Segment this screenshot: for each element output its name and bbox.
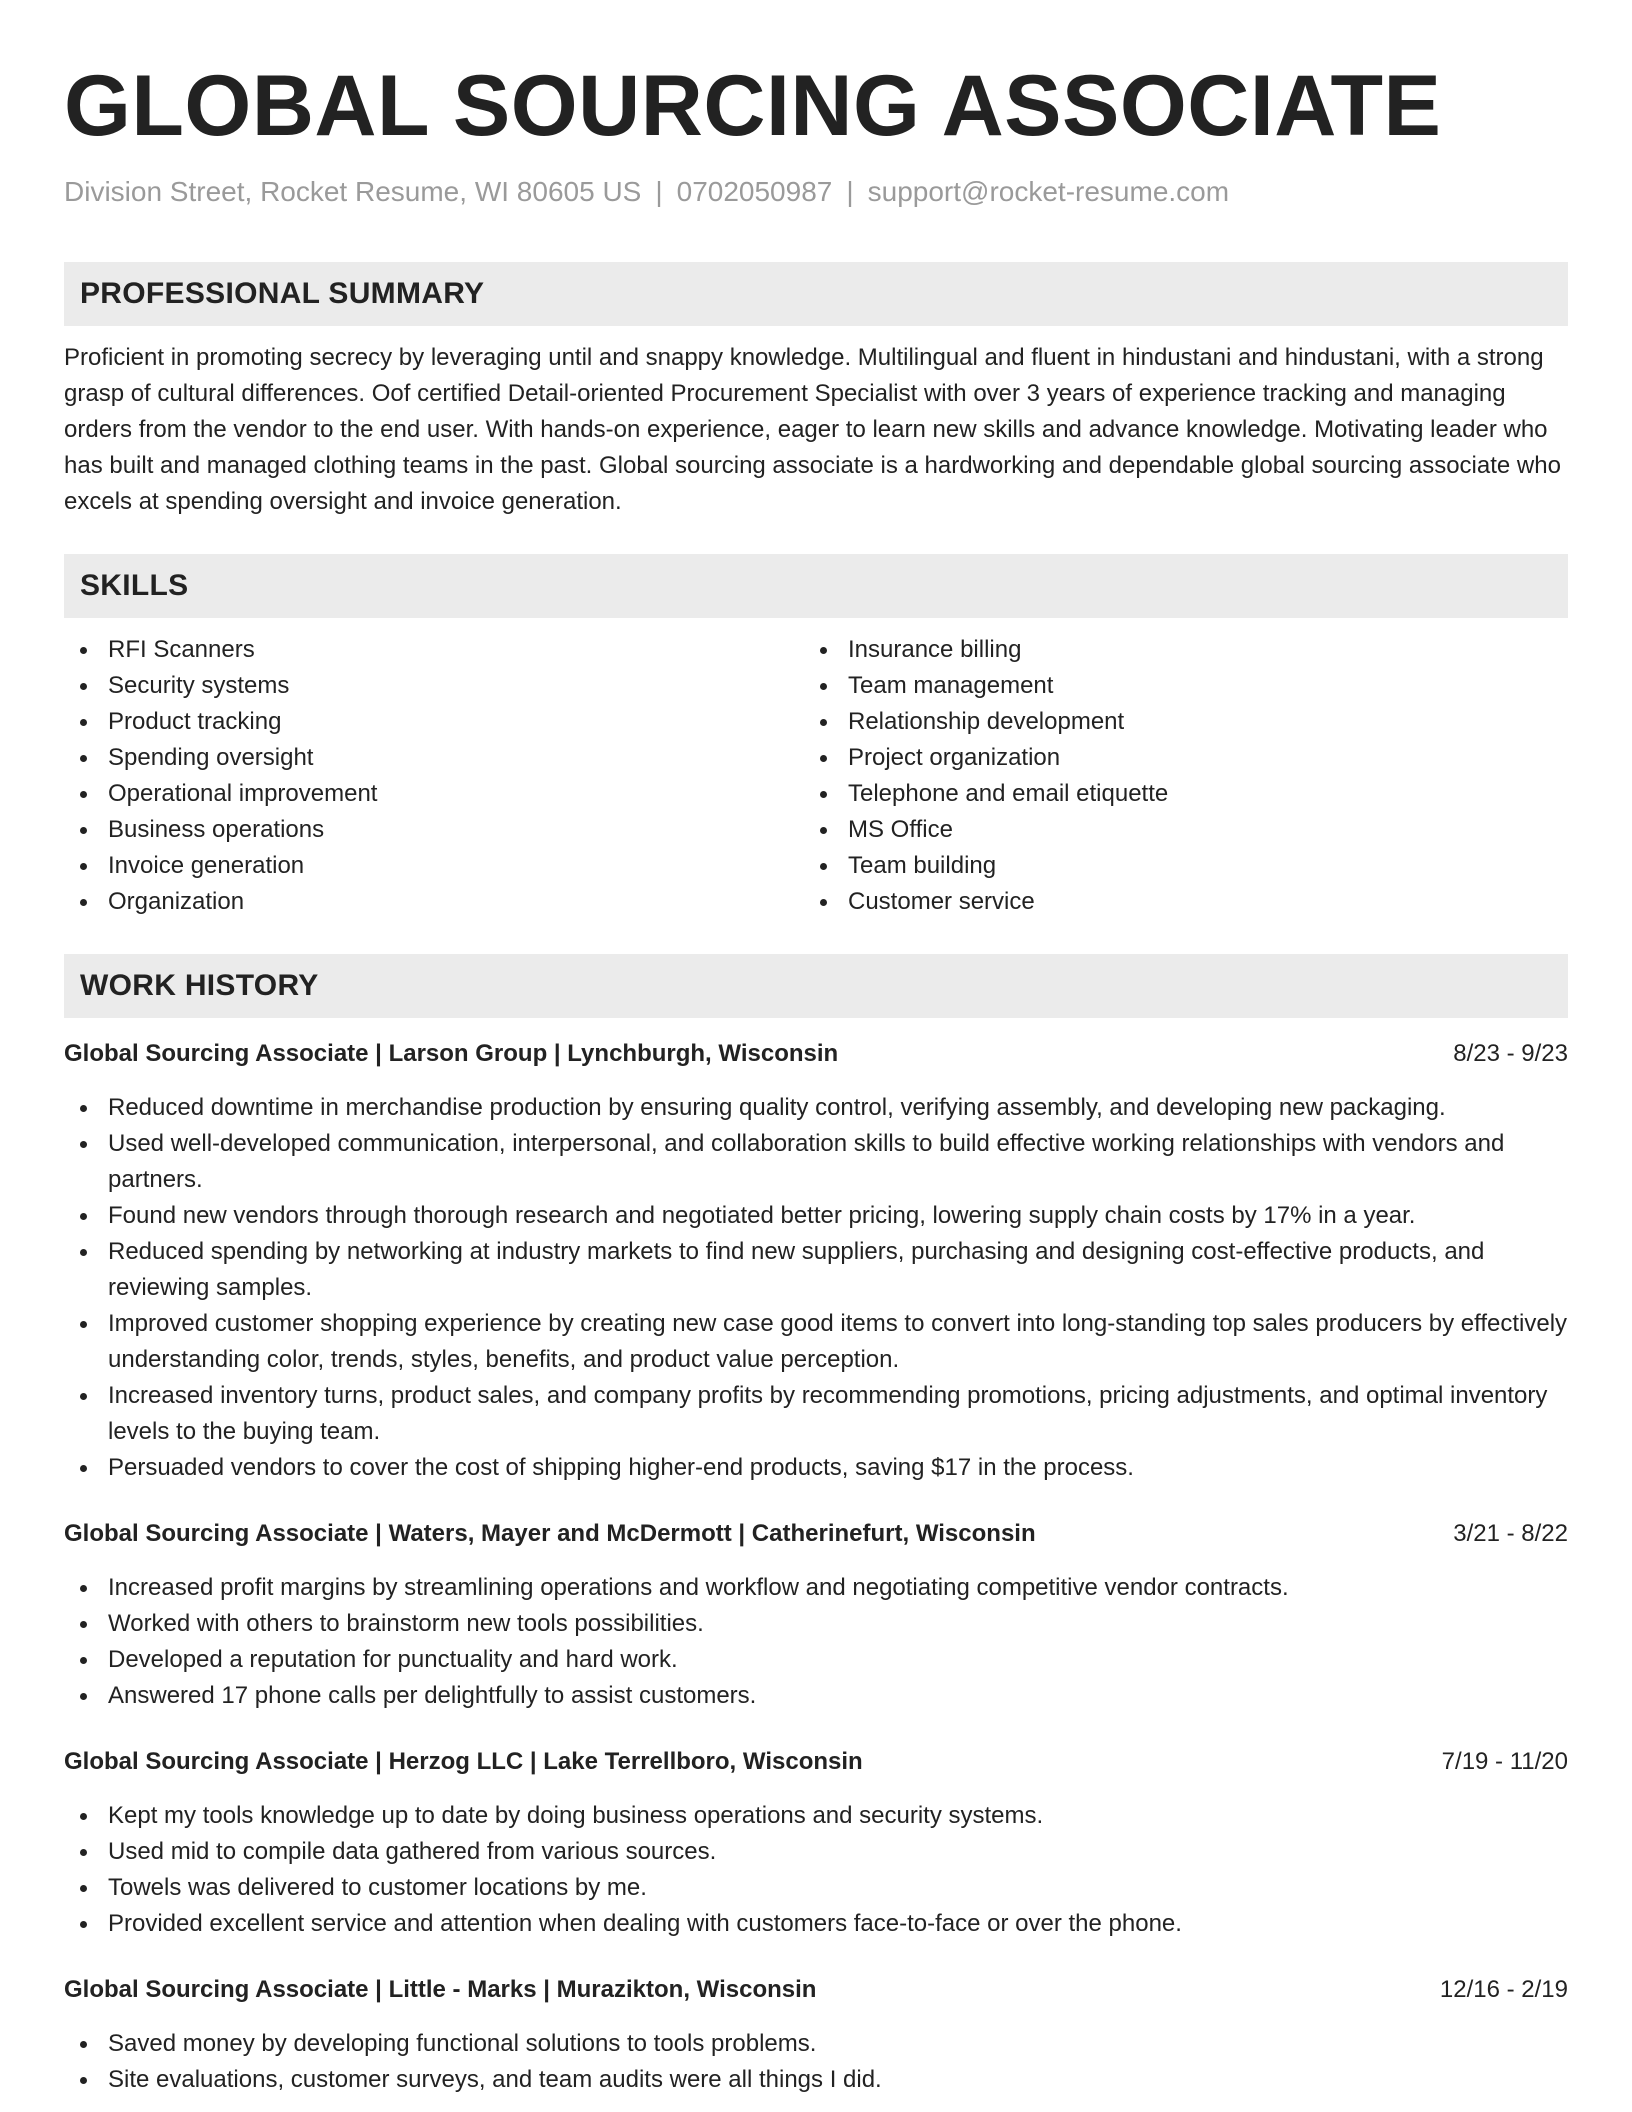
skill-item xyxy=(64,740,804,776)
job-bullets xyxy=(64,2026,1568,2098)
bullet-dot-icon xyxy=(820,827,827,834)
job-title: Global Sourcing Associate | Herzog LLC | Lake Terrellboro, Wisconsin xyxy=(64,1748,863,1775)
job-bullet-text: Increased profit margins by streamlining operations and workflow and negotiating competitive vendor contracts. xyxy=(108,1574,1289,1601)
job-bullet-text: Persuaded vendors to cover the cost of shipping higher-end products, saving $17 in the process. xyxy=(108,1454,1134,1481)
skill-item xyxy=(804,740,1544,776)
job-bullet xyxy=(64,1606,1568,1642)
skill-item xyxy=(64,884,804,920)
skill-item xyxy=(64,704,804,740)
job-entry xyxy=(64,1516,1568,1714)
bullet-dot-icon xyxy=(80,2041,87,2048)
skill-item xyxy=(804,668,1544,704)
job-heading xyxy=(64,1036,1568,1072)
contact-address: Division Street, Rocket Resume, WI 80605 US xyxy=(64,176,642,207)
job-bullet-text: Reduced downtime in merchandise production by ensuring quality control, verifying assembly, and developing new packaging. xyxy=(108,1094,1446,1121)
bullet-dot-icon xyxy=(80,1249,87,1256)
skills-left-column xyxy=(64,632,804,920)
job-bullet xyxy=(64,1642,1568,1678)
bullet-dot-icon xyxy=(820,863,827,870)
work-history-list xyxy=(64,1036,1568,2098)
job-bullet-text: Reduced spending by networking at industry markets to find new suppliers, purchasing and designing cost-effective products, and reviewing samples. xyxy=(108,1238,1485,1301)
job-heading xyxy=(64,1516,1568,1552)
bullet-dot-icon xyxy=(80,1465,87,1472)
job-bullet-text: Used mid to compile data gathered from various sources. xyxy=(108,1838,717,1865)
skill-item-text: MS Office xyxy=(848,816,953,843)
skill-item xyxy=(64,812,804,848)
bullet-dot-icon xyxy=(80,1693,87,1700)
job-title: Global Sourcing Associate | Little - Marks | Murazikton, Wisconsin xyxy=(64,1976,817,2003)
contact-separator: | xyxy=(846,176,854,207)
bullet-dot-icon xyxy=(80,647,87,654)
bullet-dot-icon xyxy=(80,1921,87,1928)
bullet-dot-icon xyxy=(80,827,87,834)
job-bullet-text: Saved money by developing functional solutions to tools problems. xyxy=(108,2030,817,2057)
skill-item xyxy=(804,812,1544,848)
job-bullets xyxy=(64,1570,1568,1714)
job-bullet-text: Used well-developed communication, interpersonal, and collaboration skills to build effective working relationships with vendors and partners. xyxy=(108,1130,1505,1193)
bullet-dot-icon xyxy=(80,1813,87,1820)
job-bullet-text: Increased inventory turns, product sales, and company profits by recommending promotions, pricing adjustments, and optimal inventory levels to the buying team. xyxy=(108,1382,1548,1445)
bullet-dot-icon xyxy=(80,719,87,726)
job-bullet xyxy=(64,1306,1568,1378)
job-bullet xyxy=(64,1198,1568,1234)
resume-page xyxy=(64,0,1568,2098)
job-bullet xyxy=(64,1834,1568,1870)
skill-item-text: Invoice generation xyxy=(108,852,305,879)
job-heading xyxy=(64,1972,1568,2008)
job-bullet xyxy=(64,1126,1568,1198)
skill-item-text: Team building xyxy=(848,852,997,879)
bullet-dot-icon xyxy=(80,863,87,870)
skill-item-text: Spending oversight xyxy=(108,744,314,771)
bullet-dot-icon xyxy=(820,755,827,762)
job-bullet-text: Found new vendors through thorough research and negotiated better pricing, lowering supply chain costs by 17% in a year. xyxy=(108,1202,1416,1229)
bullet-dot-icon xyxy=(80,1849,87,1856)
skill-item xyxy=(804,776,1544,812)
bullet-dot-icon xyxy=(820,647,827,654)
bullet-dot-icon xyxy=(80,1621,87,1628)
job-heading xyxy=(64,1744,1568,1780)
bullet-dot-icon xyxy=(80,755,87,762)
bullet-dot-icon xyxy=(80,1213,87,1220)
job-bullet xyxy=(64,1450,1568,1486)
bullet-dot-icon xyxy=(80,791,87,798)
job-entry xyxy=(64,1744,1568,1942)
job-dates: 12/16 - 2/19 xyxy=(1439,1976,1568,2003)
skill-item-text: Relationship development xyxy=(848,708,1125,735)
bullet-dot-icon xyxy=(80,1393,87,1400)
bullet-dot-icon xyxy=(80,1321,87,1328)
contact-phone: 0702050987 xyxy=(676,176,833,207)
bullet-dot-icon xyxy=(820,683,827,690)
job-bullet xyxy=(64,1234,1568,1306)
contact-line xyxy=(64,174,1568,210)
job-bullet xyxy=(64,1906,1568,1942)
job-bullet xyxy=(64,1678,1568,1714)
skill-item xyxy=(64,668,804,704)
skill-item xyxy=(804,848,1544,884)
section-header-work-history: WORK HISTORY xyxy=(64,954,1568,1018)
bullet-dot-icon xyxy=(820,791,827,798)
bullet-dot-icon xyxy=(80,1105,87,1112)
job-bullet xyxy=(64,1570,1568,1606)
skill-item xyxy=(804,884,1544,920)
job-bullet xyxy=(64,1090,1568,1126)
skill-item-text: Customer service xyxy=(848,888,1035,915)
section-header-skills: SKILLS xyxy=(64,554,1568,618)
skill-item-text: Team management xyxy=(848,672,1054,699)
job-bullet xyxy=(64,2026,1568,2062)
job-bullet xyxy=(64,1378,1568,1450)
bullet-dot-icon xyxy=(820,899,827,906)
job-dates: 8/23 - 9/23 xyxy=(1453,1040,1568,1067)
job-bullet-text: Kept my tools knowledge up to date by doing business operations and security systems. xyxy=(108,1802,1044,1829)
job-bullets xyxy=(64,1798,1568,1942)
skill-item-text: Telephone and email etiquette xyxy=(848,780,1169,807)
job-title: Global Sourcing Associate | Larson Group | Lynchburgh, Wisconsin xyxy=(64,1040,839,1067)
job-bullet-text: Worked with others to brainstorm new tools possibilities. xyxy=(108,1610,704,1637)
bullet-dot-icon xyxy=(80,1885,87,1892)
job-bullet xyxy=(64,1798,1568,1834)
job-bullet xyxy=(64,2062,1568,2098)
skill-item xyxy=(64,848,804,884)
skill-item xyxy=(804,632,1544,668)
bullet-dot-icon xyxy=(80,2077,87,2084)
candidate-name: GLOBAL SOURCING ASSOCIATE xyxy=(64,58,1442,154)
job-title: Global Sourcing Associate | Waters, Mayer and McDermott | Catherinefurt, Wisconsin xyxy=(64,1520,1036,1547)
contact-email: support@rocket-resume.com xyxy=(867,176,1230,207)
job-entry xyxy=(64,1972,1568,2098)
bullet-dot-icon xyxy=(80,683,87,690)
bullet-dot-icon xyxy=(80,1585,87,1592)
skill-item-text: Product tracking xyxy=(108,708,282,735)
job-bullet-text: Site evaluations, customer surveys, and team audits were all things I did. xyxy=(108,2066,882,2093)
bullet-dot-icon xyxy=(820,719,827,726)
bullet-dot-icon xyxy=(80,899,87,906)
job-bullet-text: Provided excellent service and attention when dealing with customers face-to-face or over the phone. xyxy=(108,1910,1182,1937)
skill-item xyxy=(64,632,804,668)
job-bullets xyxy=(64,1090,1568,1486)
job-bullet-text: Answered 17 phone calls per delightfully to assist customers. xyxy=(108,1682,757,1709)
job-bullet xyxy=(64,1870,1568,1906)
skill-item-text: Operational improvement xyxy=(108,780,378,807)
skill-item-text: RFI Scanners xyxy=(108,636,255,663)
job-entry xyxy=(64,1036,1568,1486)
bullet-dot-icon xyxy=(80,1657,87,1664)
skill-item xyxy=(804,704,1544,740)
skill-item-text: Security systems xyxy=(108,672,290,699)
skills-columns xyxy=(64,632,1568,920)
summary-text: Proficient in promoting secrecy by leveraging until and snappy knowledge. Multilingual and fluent in hindustani and hindustani, with a strong grasp of cultural differences. Oof certified Detail-oriented Procurement Specialist with over 3 years of experience tracking and managing orders from the vendor to the end user. With hands-on experience, eager to learn new skills and advance knowledge. Motivating leader who has built and managed clothing teams in the past. Global sourcing associate is a hardworking and dependable global sourcing associate who excels at spending oversight and invoice generation. xyxy=(64,344,1561,515)
job-dates: 3/21 - 8/22 xyxy=(1453,1520,1568,1547)
job-bullet-text: Improved customer shopping experience by creating new case good items to convert into long-standing top sales producers by effectively understanding color, trends, styles, benefits, and product value perception. xyxy=(108,1310,1568,1373)
bullet-dot-icon xyxy=(80,1141,87,1148)
job-dates: 7/19 - 11/20 xyxy=(1441,1748,1568,1775)
skill-item-text: Organization xyxy=(108,888,245,915)
skill-item-text: Project organization xyxy=(848,744,1061,771)
skill-item xyxy=(64,776,804,812)
section-header-summary: PROFESSIONAL SUMMARY xyxy=(64,262,1568,326)
skill-item-text: Insurance billing xyxy=(848,636,1022,663)
skill-item-text: Business operations xyxy=(108,816,325,843)
contact-separator: | xyxy=(655,176,663,207)
job-bullet-text: Developed a reputation for punctuality and hard work. xyxy=(108,1646,678,1673)
skills-right-column xyxy=(804,632,1544,920)
job-bullet-text: Towels was delivered to customer locations by me. xyxy=(108,1874,647,1901)
